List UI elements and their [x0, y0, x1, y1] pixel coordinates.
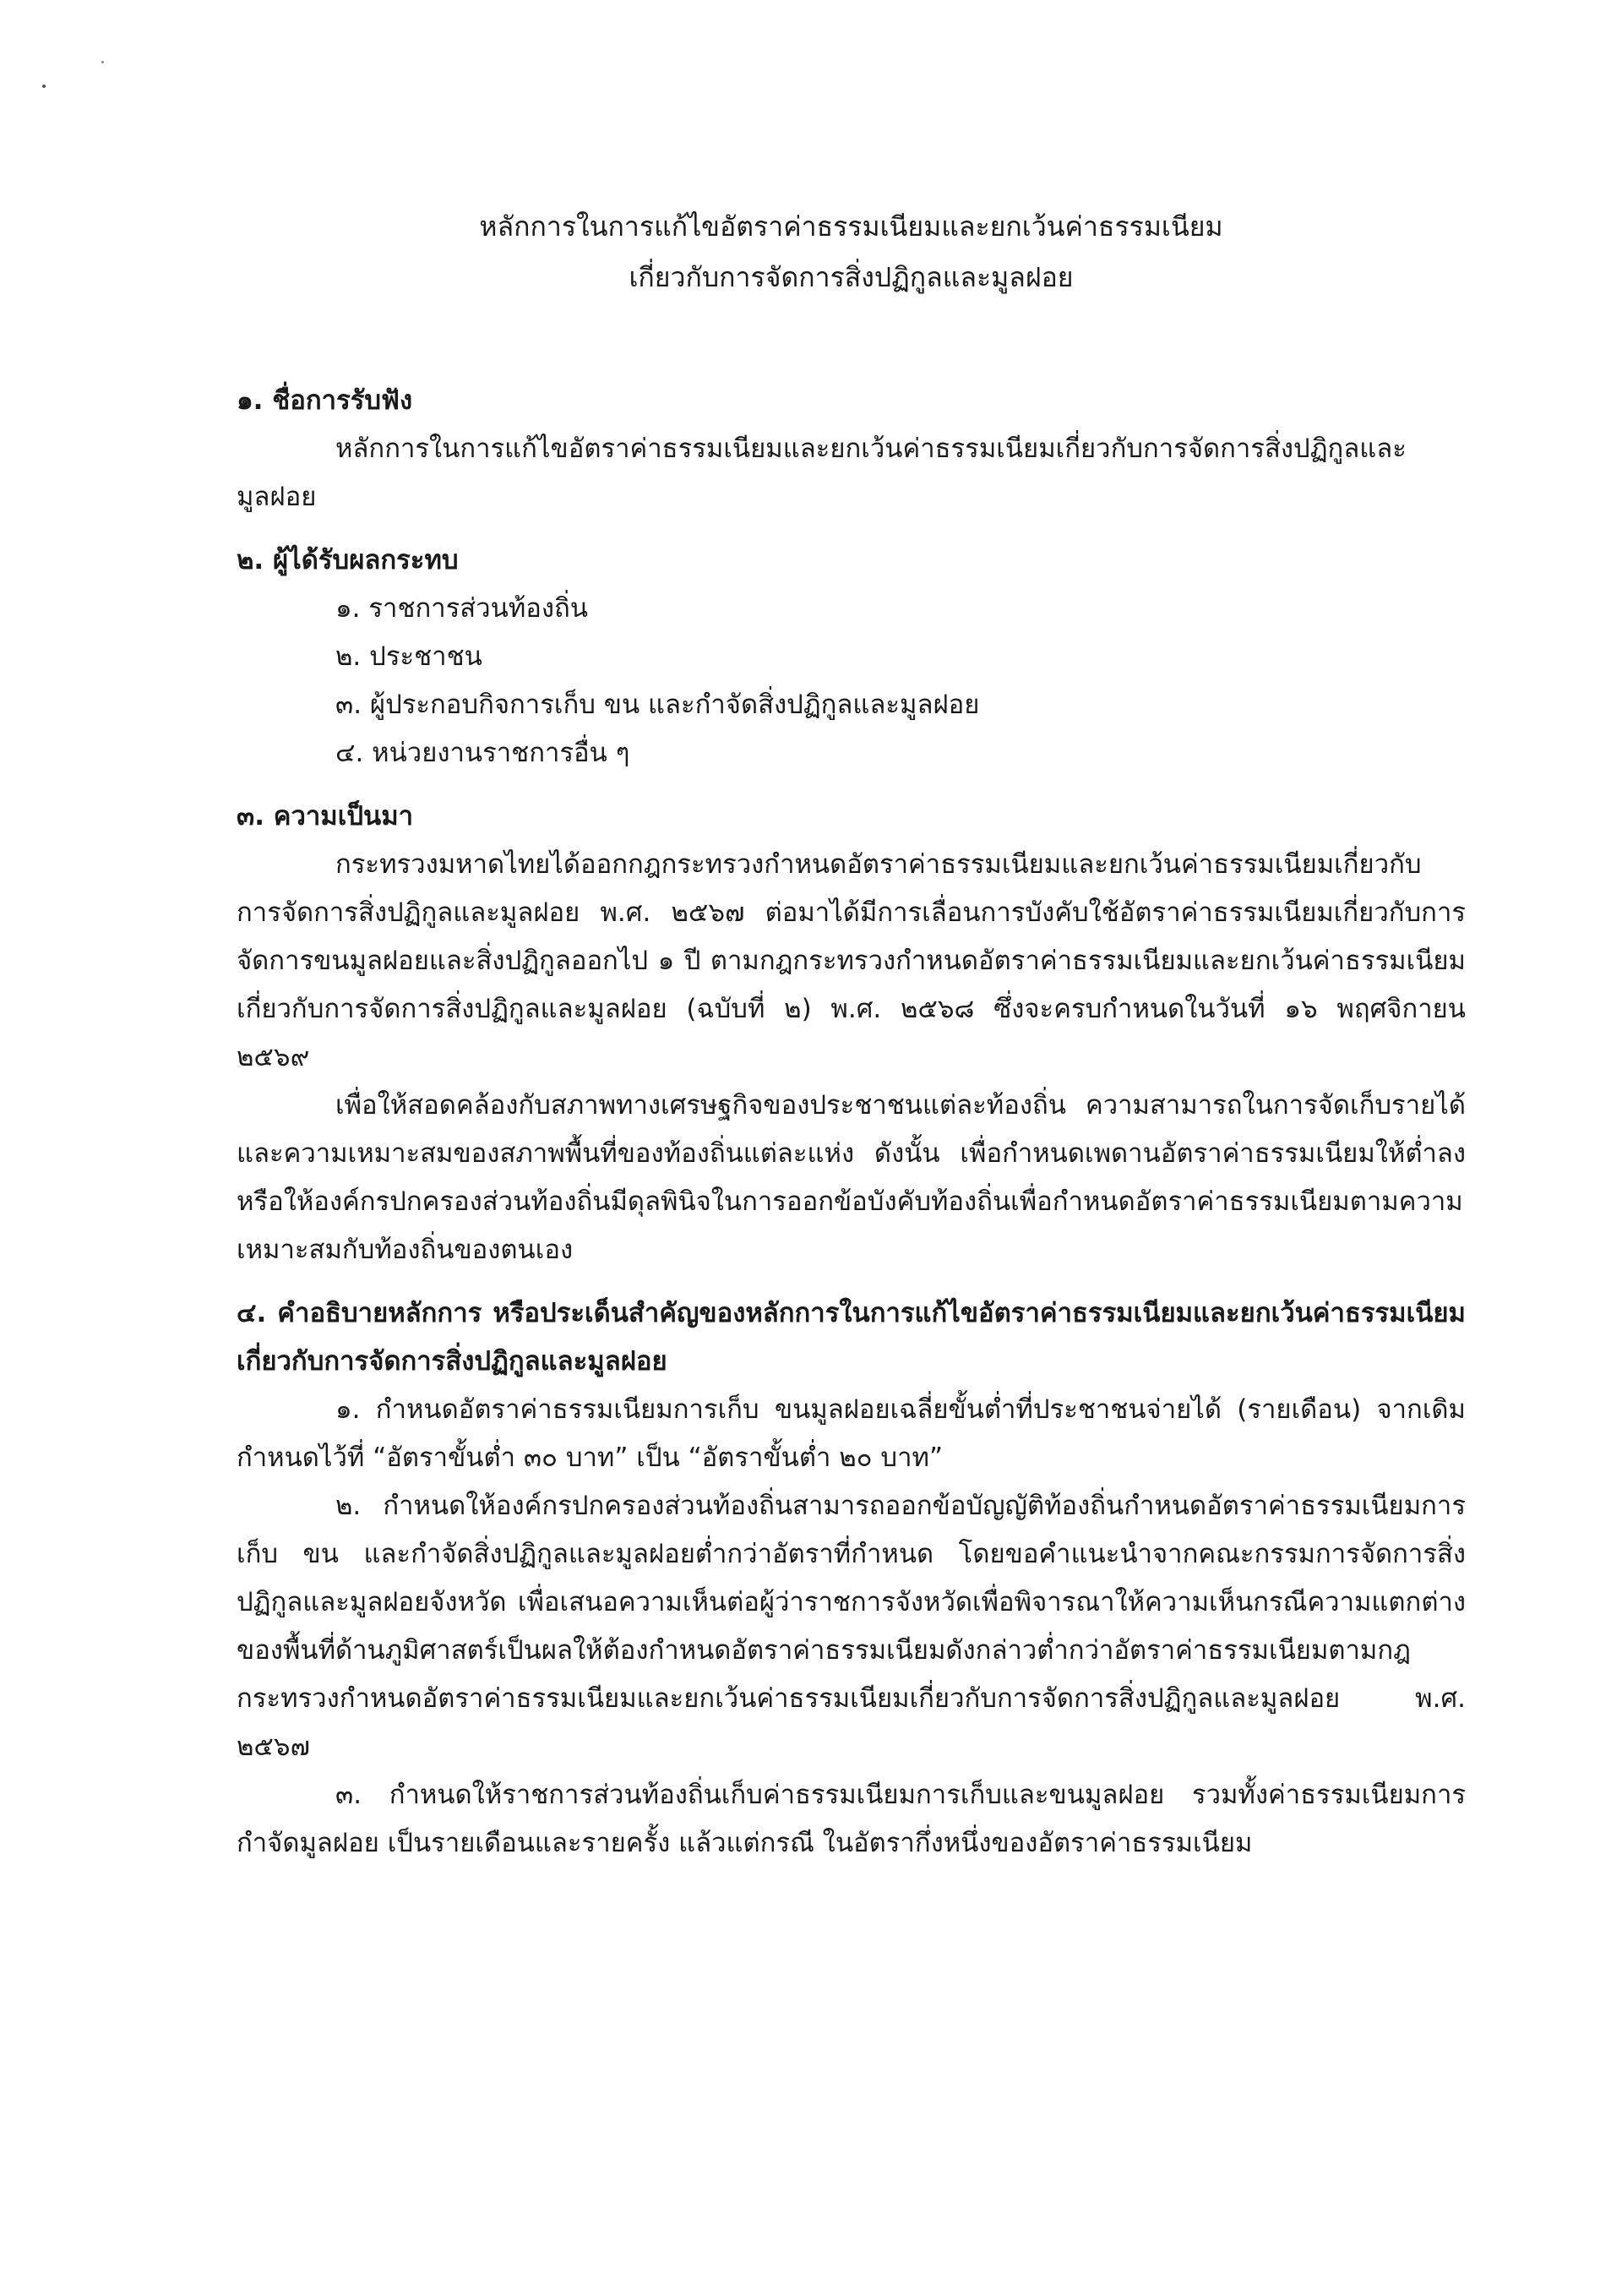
background-paragraph-1: กระทรวงมหาดไทยได้ออกกฎกระทรวงกำหนดอัตราค่าธรรมเนียมและยกเว้นค่าธรรมเนียมเกี่ยวกับการจัดการสิ่งปฏิกูลและมูลฝอย พ.ศ. ๒๕๖๗ ต่อมาได้มีการเลื่อนการบังคับใช้อัตราค่าธรรมเนียมเกี่ยวกับการจัดการขนมูลฝอยและสิ่งปฏิกูลออกไป ๑ ปี ตามกฎกระทรวงกำหนดอัตราค่าธรรมเนียมและยกเว้นค่าธรรมเนียมเกี่ยวกับการจัดการสิ่งปฏิกูลและมูลฝอย (ฉบับที่ ๒) พ.ศ. ๒๕๖๘ ซึ่งจะครบกำหนดในวันที่ ๑๖ พฤศจิกายน ๒๕๖๙ — [237, 849, 1466, 1072]
section-1-heading: ๑. ชื่อการรับฟัง — [237, 385, 413, 416]
title-line-2: เกี่ยวกับการจัดการสิ่งปฏิกูลและมูลฝอย — [629, 261, 1074, 293]
affected-item: ๔. หน่วยงานราชการอื่น ๆ — [335, 738, 630, 768]
affected-item: ๑. ราชการส่วนท้องถิ่น — [335, 593, 588, 624]
document-body — [237, 201, 1466, 1868]
scan-speck — [42, 85, 46, 88]
affected-item: ๓. ผู้ประกอบกิจการเก็บ ขน และกำจัดสิ่งปฏิกูลและมูลฝอย — [335, 690, 980, 720]
background-paragraph-2: เพื่อให้สอดคล้องกับสภาพทางเศรษฐกิจของประชาชนแต่ละท้องถิ่น ความสามารถในการจัดเก็บรายได้ และความเหมาะสมของสภาพพื้นที่ของท้องถิ่นแต่ละแห่ง ดังนั้น เพื่อกำหนดเพดานอัตราค่าธรรมเนียมให้ต่ำลงหรือให้องค์กรปกครองส่วนท้องถิ่นมีดุลพินิจในการออกข้อบังคับท้องถิ่นเพื่อกำหนดอัตราค่าธรรมเนียมตามความเหมาะสมกับท้องถิ่นของตนเอง — [237, 1090, 1466, 1265]
section-2-heading: ๒. ผู้ได้รับผลกระทบ — [237, 545, 459, 575]
section-3-heading: ๓. ความเป็นมา — [237, 801, 414, 832]
affected-item: ๒. ประชาชน — [335, 641, 482, 672]
principle-point-1: ๑. กำหนดอัตราค่าธรรมเนียมการเก็บ ขนมูลฝอยเฉลี่ยขั้นต่ำที่ประชาชนจ่ายได้ (รายเดือน) จากเดิมกำหนดไว้ที่ “อัตราขั้นต่ำ ๓๐ บาท” เป็น “อัตราขั้นต่ำ ๒๐ บาท” — [237, 1394, 1466, 1473]
scan-speck — [101, 61, 104, 63]
section-4-heading: ๔. คำอธิบายหลักการ หรือประเด็นสำคัญของหลักการในการแก้ไขอัตราค่าธรรมเนียมและยกเว้นค่าธรรมเนียมเกี่ยวกับการจัดการสิ่งปฏิกูลและมูลฝอย — [237, 1298, 1466, 1377]
section-1-body: หลักการในการแก้ไขอัตราค่าธรรมเนียมและยกเว้นค่าธรรมเนียมเกี่ยวกับการจัดการสิ่งปฏิกูลและมูลฝอย — [237, 434, 1407, 512]
principle-point-3: ๓. กำหนดให้ราชการส่วนท้องถิ่นเก็บค่าธรรมเนียมการเก็บและขนมูลฝอย รวมทั้งค่าธรรมเนียมการกำจัดมูลฝอย เป็นรายเดือนและรายครั้ง แล้วแต่กรณี ในอัตรากึ่งหนึ่งของอัตราค่าธรรมเนียม — [237, 1780, 1466, 1858]
document-title — [237, 201, 1466, 303]
principle-point-2: ๒. กำหนดให้องค์กรปกครองส่วนท้องถิ่นสามารถออกข้อบัญญัติท้องถิ่นกำหนดอัตราค่าธรรมเนียมการเก็บ ขน และกำจัดสิ่งปฏิกูลและมูลฝอยต่ำกว่าอัตราที่กำหนด โดยขอคำแนะนำจากคณะกรรมการจัดการสิ่งปฏิกูลและมูลฝอยจังหวัด เพื่อเสนอความเห็นต่อผู้ว่าราชการจังหวัดเพื่อพิจารณาให้ความเห็นกรณีความแตกต่างของพื้นที่ด้านภูมิศาสตร์เป็นผลให้ต้องกำหนดอัตราค่าธรรมเนียมดังกล่าวต่ำกว่าอัตราค่าธรรมเนียมตามกฎกระทรวงกำหนดอัตราค่าธรรมเนียมและยกเว้นค่าธรรมเนียมเกี่ยวกับการจัดการสิ่งปฏิกูลและมูลฝอย พ.ศ. ๒๕๖๗ — [237, 1491, 1466, 1762]
title-line-1: หลักการในการแก้ไขอัตราค่าธรรมเนียมและยกเว้นค่าธรรมเนียม — [479, 210, 1223, 243]
